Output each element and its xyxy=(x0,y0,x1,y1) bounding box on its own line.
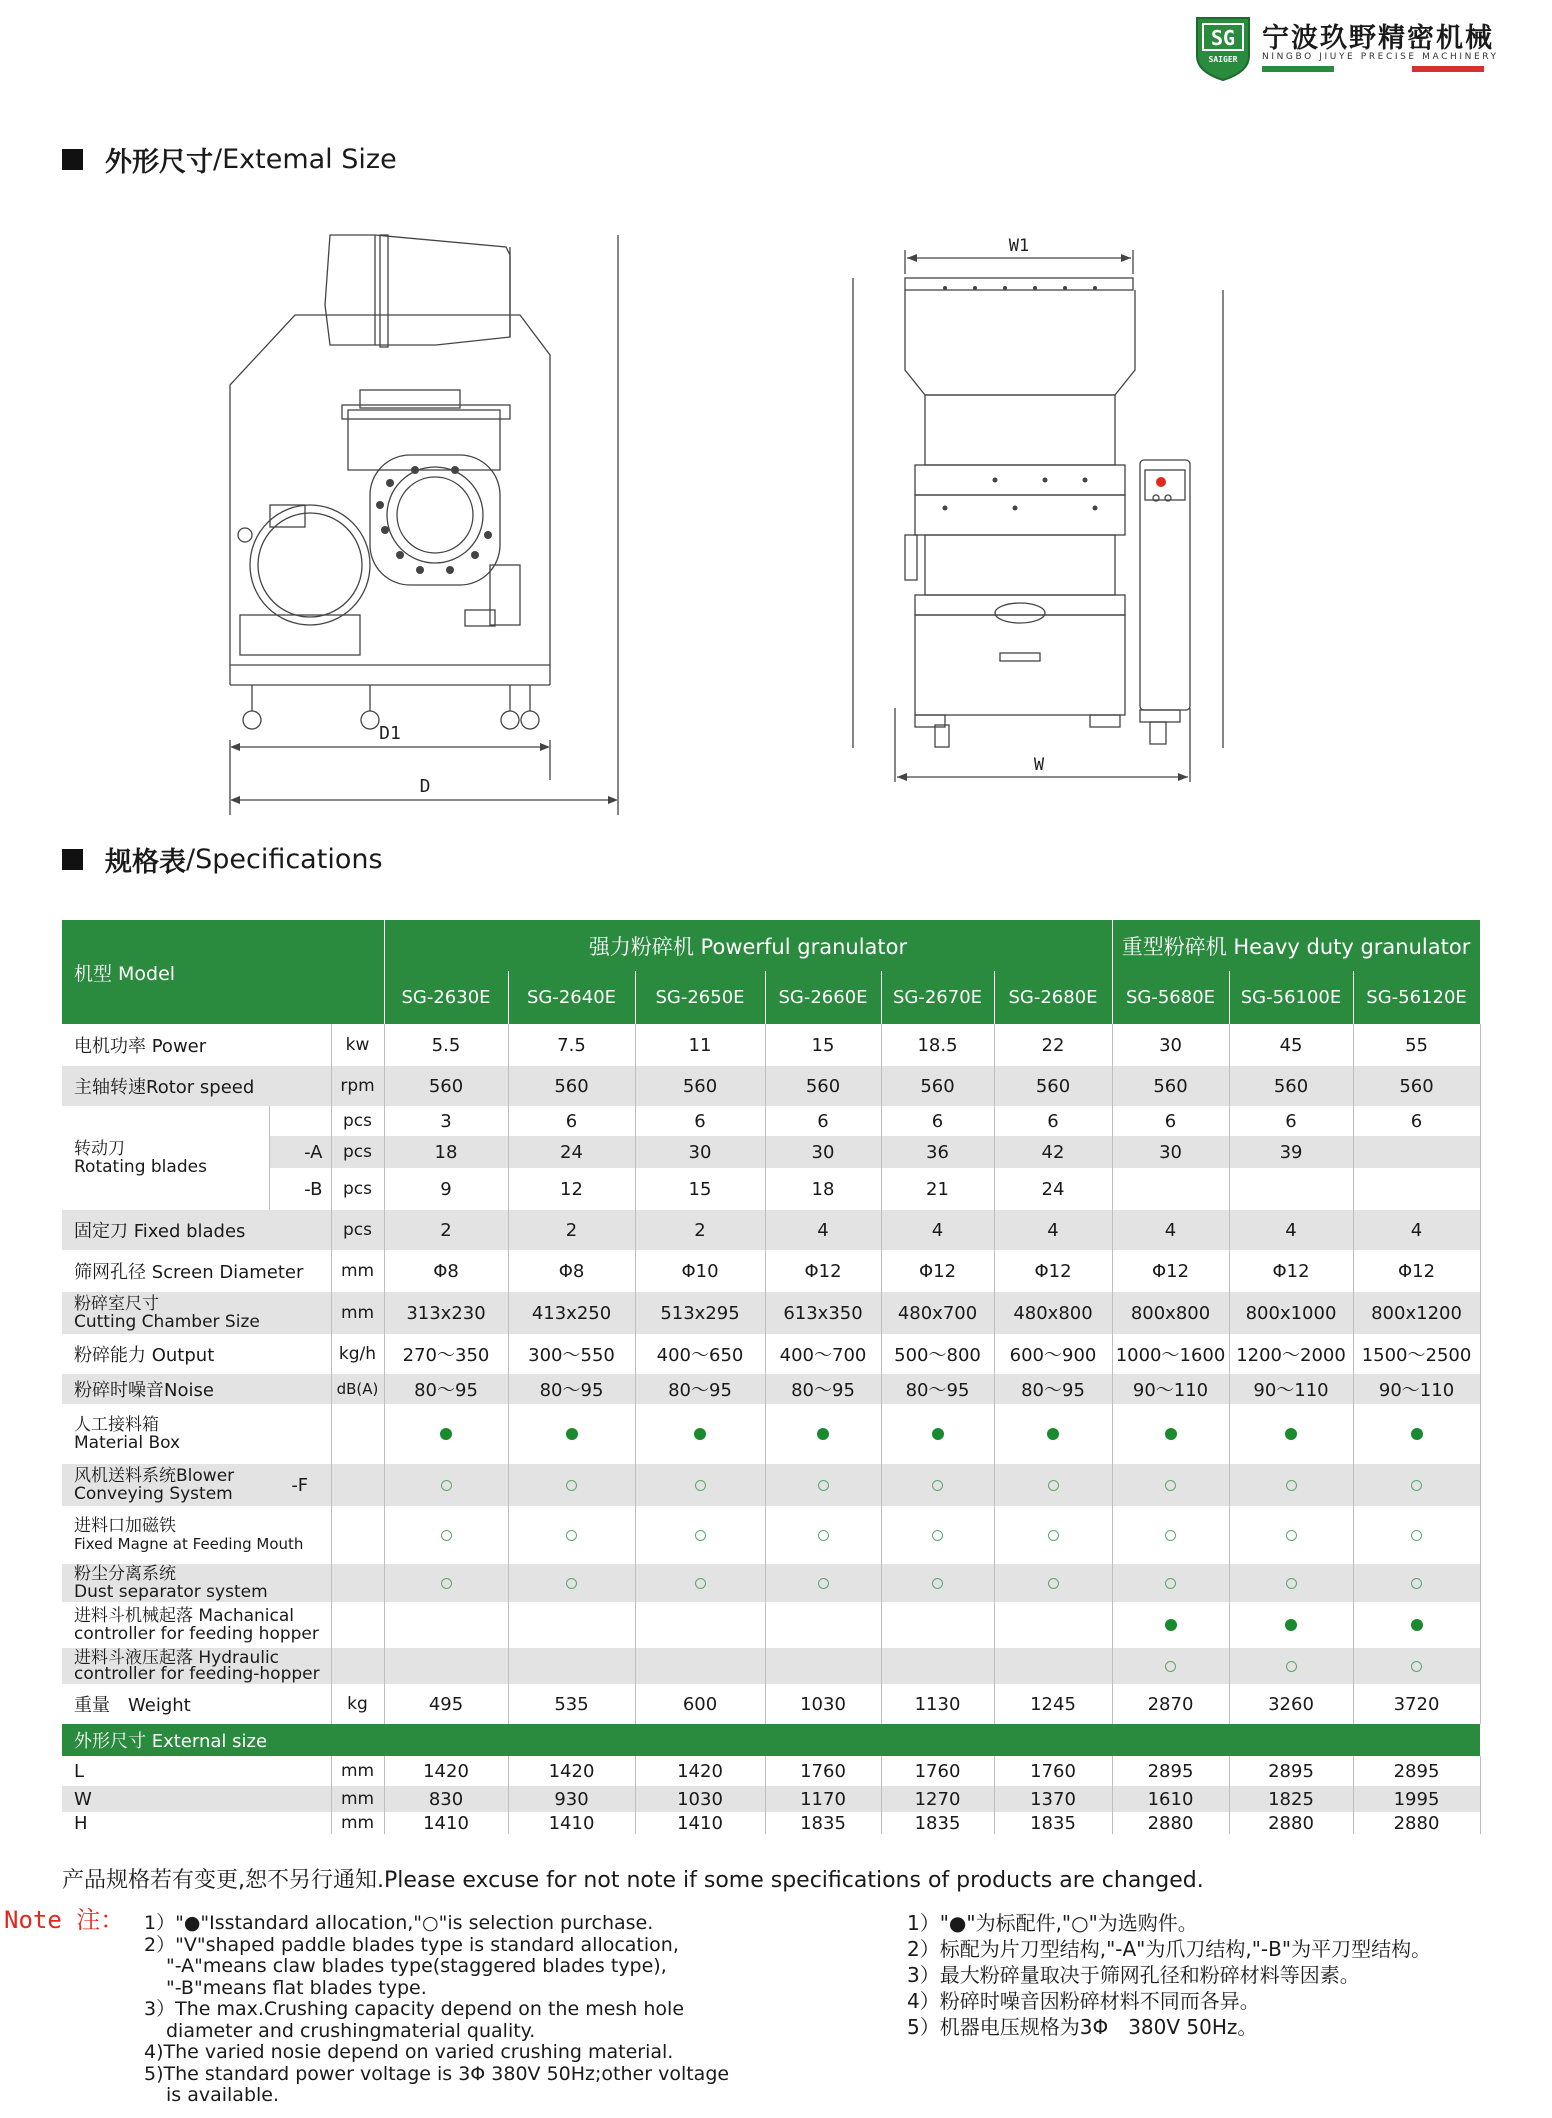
table-row: -B pcs 9 12 15 18 21 24 xyxy=(62,1168,1480,1210)
optional-ring-icon xyxy=(441,1578,452,1589)
note-label: Note 注： xyxy=(4,1906,125,1934)
standard-dot-icon xyxy=(1411,1428,1423,1440)
table-row: 固定刀 Fixed blades pcs 2 2 2 4 4 4 4 4 4 xyxy=(62,1210,1480,1250)
standard-dot-icon xyxy=(1165,1619,1177,1631)
note-line: 5)The standard power voltage is 3Φ 380V 50Hz;other voltage xyxy=(144,2062,730,2085)
brand-name-cn: 宁波玖野精密机械 xyxy=(1262,23,1494,54)
standard-dot-icon xyxy=(566,1428,578,1440)
table-row: 粉碎室尺寸 Cutting Chamber Size mm 313x230 413x250 513x295 613x350 480x700 480x800 800x800 800x1000 800x1200 xyxy=(62,1292,1480,1334)
svg-text:SG: SG xyxy=(1210,26,1236,50)
note-line: 1）"●"为标配件,"○"为选购件。 xyxy=(907,1911,1198,1935)
optional-ring-icon xyxy=(818,1480,829,1491)
table-row: H mm 1410 1410 1410 1835 1835 1835 2880 2880 2880 xyxy=(62,1812,1480,1834)
saiger-logo xyxy=(1195,16,1251,82)
standard-dot-icon xyxy=(817,1428,829,1440)
table-row: 筛网孔径 Screen Diameter mm Φ8 Φ8 Φ10 Φ12 Φ12 Φ12 Φ12 Φ12 Φ12 xyxy=(62,1250,1480,1292)
optional-ring-icon xyxy=(566,1578,577,1589)
table-row: W mm 830 930 1030 1170 1270 1370 1610 1825 1995 xyxy=(62,1786,1480,1812)
optional-ring-icon xyxy=(1048,1530,1059,1541)
specifications-table xyxy=(62,920,1480,1834)
note-line: 4)The varied nosie depend on varied crushing material. xyxy=(144,2041,674,2063)
dim-label-d: D xyxy=(419,776,431,797)
note-line: 4）粉碎时噪音因粉碎材料不同而各异。 xyxy=(907,1989,1260,2013)
bullet-square-icon xyxy=(62,849,83,870)
model-name: SG-2630E xyxy=(384,971,508,1024)
change-notice: 产品规格若有变更,恕不另行通知.Please excuse for not note if some specifications of products are changed. xyxy=(62,1868,1204,1893)
optional-ring-icon xyxy=(818,1530,829,1541)
external-size-header: 外形尺寸 External size xyxy=(62,1724,1480,1756)
side-view-drawing xyxy=(220,225,640,815)
optional-ring-icon xyxy=(1411,1530,1422,1541)
note-line: 5）机器电压规格为3Φ 380V 50Hz。 xyxy=(907,2015,1258,2039)
bullet-square-icon xyxy=(62,149,83,170)
group-header-powerful: 强力粉碎机 Powerful granulator xyxy=(384,920,1112,971)
standard-dot-icon xyxy=(1165,1428,1177,1440)
note-line: 1）"●"Isstandard allocation,"○"is selection purchase. xyxy=(144,1912,654,1934)
table-row: 风机送料系统Blower Conveying System -F xyxy=(62,1464,1480,1506)
table-row: 粉碎能力 Output kg/h 270～350 300～550 400～650 400～700 500～800 600～900 1000～1600 1200～2000 1500～2500 xyxy=(62,1334,1480,1374)
dim-label-d1: D1 xyxy=(379,723,401,744)
optional-ring-icon xyxy=(1165,1530,1176,1541)
standard-dot-icon xyxy=(694,1428,706,1440)
model-name: SG-2640E xyxy=(508,971,635,1024)
table-row: 粉尘分离系统 Dust separator system xyxy=(62,1564,1480,1602)
model-name: SG-2650E xyxy=(635,971,765,1024)
svg-text:SAIGER: SAIGER xyxy=(1208,55,1238,64)
optional-ring-icon xyxy=(1165,1578,1176,1589)
optional-ring-icon xyxy=(441,1530,452,1541)
standard-dot-icon xyxy=(1411,1619,1423,1631)
standard-dot-icon xyxy=(1047,1428,1059,1440)
optional-ring-icon xyxy=(1286,1578,1297,1589)
optional-ring-icon xyxy=(932,1480,943,1491)
optional-ring-icon xyxy=(1048,1480,1059,1491)
table-row: 主轴转速Rotor speed rpm 560 560 560 560 560 560 560 560 560 xyxy=(62,1066,1480,1106)
table-row: 进料斗机械起落 Machanical controller for feeding hopper xyxy=(62,1602,1480,1648)
model-name: SG-2680E xyxy=(994,971,1112,1024)
optional-ring-icon xyxy=(695,1480,706,1491)
indicator-light-icon xyxy=(1156,477,1166,487)
table-row: 进料口加磁铁 Fixed Magne at Feeding Mouth xyxy=(62,1506,1480,1564)
table-row: -A pcs 18 24 30 30 36 42 30 39 xyxy=(62,1136,1480,1168)
dim-label-w1: W1 xyxy=(1008,236,1030,256)
brand-name-en: NINGBO JIUYE PRECISE MACHINERY xyxy=(1262,52,1499,62)
model-name: SG-2670E xyxy=(881,971,994,1024)
standard-dot-icon xyxy=(1285,1428,1297,1440)
optional-ring-icon xyxy=(1165,1661,1176,1672)
standard-dot-icon xyxy=(932,1428,944,1440)
model-name: SG-56120E xyxy=(1353,971,1480,1024)
note-line: "-B"means flat blades type. xyxy=(166,1976,427,1999)
optional-ring-icon xyxy=(695,1578,706,1589)
section-title-external-size: 外形尺寸 /Extemal Size xyxy=(62,140,397,179)
table-row: 重量 Weight kg 495 535 600 1030 1130 1245 2870 3260 3720 xyxy=(62,1684,1480,1724)
brand-color-bar xyxy=(1262,66,1484,72)
table-row: 转动刀 Rotating blades pcs 3 6 6 6 6 6 6 6 6 xyxy=(62,1106,1480,1136)
group-header-heavy-duty: 重型粉碎机 Heavy duty granulator xyxy=(1112,920,1480,971)
model-header: 机型 Model xyxy=(62,920,384,1024)
optional-ring-icon xyxy=(1411,1661,1422,1672)
front-view-drawing xyxy=(835,230,1245,790)
notes-english xyxy=(144,1913,729,2107)
optional-ring-icon xyxy=(932,1578,943,1589)
standard-dot-icon xyxy=(440,1428,452,1440)
model-name: SG-2660E xyxy=(765,971,881,1024)
optional-ring-icon xyxy=(441,1480,452,1491)
dim-label-w: W xyxy=(1033,755,1045,775)
optional-ring-icon xyxy=(932,1530,943,1541)
note-line: diameter and crushingmaterial quality. xyxy=(166,2019,536,2042)
model-name: SG-56100E xyxy=(1229,971,1353,1024)
model-name: SG-5680E xyxy=(1112,971,1229,1024)
table-row: 人工接料箱 Material Box xyxy=(62,1404,1480,1464)
section-title-specifications: 规格表 /Specifications xyxy=(62,840,383,879)
optional-ring-icon xyxy=(566,1480,577,1491)
optional-ring-icon xyxy=(1286,1480,1297,1491)
note-line: "-A"means claw blades type(staggered blades type), xyxy=(166,1955,667,1977)
optional-ring-icon xyxy=(1411,1480,1422,1491)
note-line: 3）最大粉碎量取决于筛网孔径和粉碎材料等因素。 xyxy=(907,1963,1360,1987)
note-line: 3）The max.Crushing capacity depend on the mesh hole xyxy=(144,1998,685,2020)
standard-dot-icon xyxy=(1285,1619,1297,1631)
table-row: 进料斗液压起落 Hydraulic controller for feeding-hopper xyxy=(62,1648,1480,1684)
note-line: is available. xyxy=(166,2084,280,2106)
optional-ring-icon xyxy=(1286,1530,1297,1541)
table-row: 电机功率 Power kw 5.5 7.5 11 15 18.5 22 30 45 55 xyxy=(62,1024,1480,1066)
optional-ring-icon xyxy=(818,1578,829,1589)
optional-ring-icon xyxy=(1286,1661,1297,1672)
table-row: 粉碎时噪音Noise dB(A) 80～95 80～95 80～95 80～95 80～95 80～95 90～110 90～110 90～110 xyxy=(62,1374,1480,1404)
table-row: L mm 1420 1420 1420 1760 1760 1760 2895 2895 2895 xyxy=(62,1756,1480,1786)
note-line: 2）标配为片刀型结构,"-A"为爪刀结构,"-B"为平刀型结构。 xyxy=(907,1937,1432,1961)
optional-ring-icon xyxy=(695,1530,706,1541)
optional-ring-icon xyxy=(566,1530,577,1541)
optional-ring-icon xyxy=(1411,1578,1422,1589)
notes-chinese xyxy=(907,1910,1431,2040)
optional-ring-icon xyxy=(1048,1578,1059,1589)
optional-ring-icon xyxy=(1165,1480,1176,1491)
note-line: 2）"V"shaped paddle blades type is standard allocation, xyxy=(144,1933,679,1956)
